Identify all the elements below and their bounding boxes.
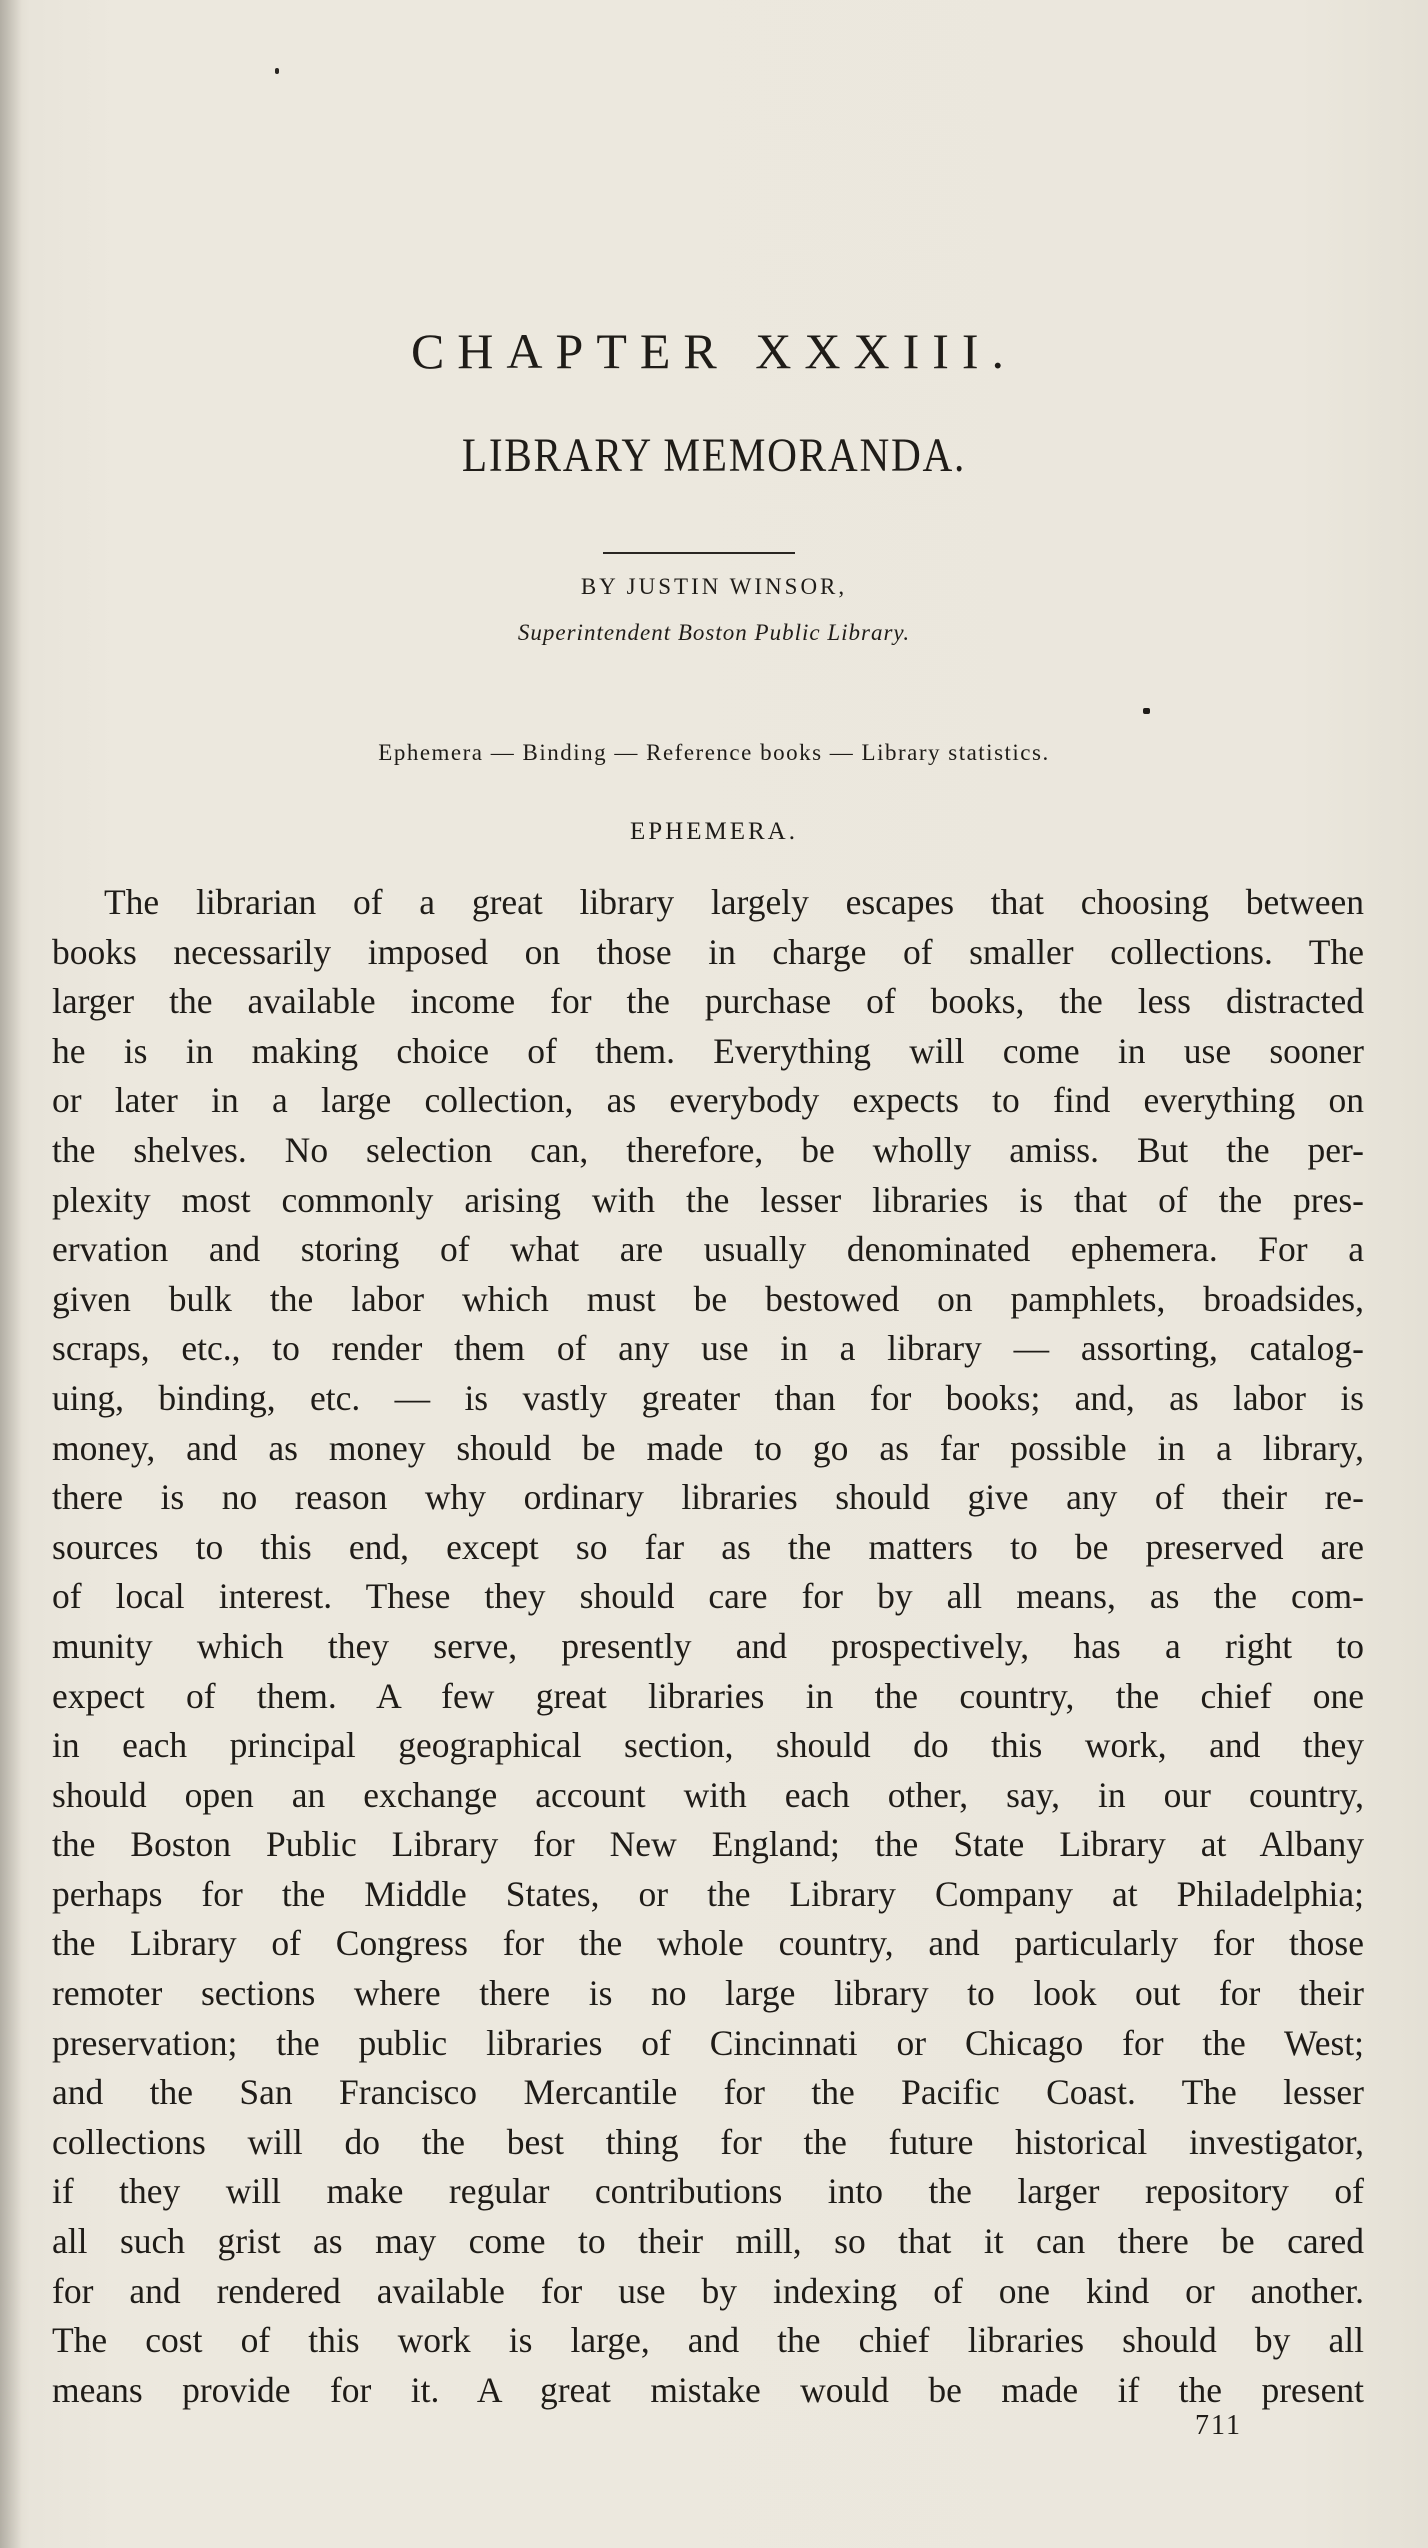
body-line: The librarian of a great library largely escapes that choosing between	[104, 882, 1364, 922]
author-affiliation: Superintendent Boston Public Library.	[517, 620, 911, 645]
body-line: uing, binding, etc. — is vastly greater than for books; and, as labor is	[52, 1377, 1364, 1418]
ink-speck	[275, 68, 279, 74]
spine-shadow	[0, 0, 22, 2548]
body-line: the Library of Congress for the whole country, and particularly for those	[52, 1923, 1364, 1964]
body-line: if they will make regular contributions into the larger repository of	[52, 2171, 1364, 2212]
body-line: collections will do the best thing for the future historical investigator,	[52, 2121, 1364, 2162]
body-line: he is in making choice of them. Everything will come in use sooner	[52, 1030, 1364, 1071]
body-line: given bulk the labor which must be bestowed on pamphlets, broadsides,	[52, 1278, 1364, 1319]
body-line: money, and as money should be made to go as far possible in a library,	[52, 1427, 1364, 1468]
body-line: of local interest. These they should care for by all means, as the com-	[52, 1576, 1364, 1617]
body-line: and the San Francisco Mercantile for the Pacific Coast. The lesser	[52, 2072, 1364, 2113]
body-line: all such grist as may come to their mill, so that it can there be cared	[52, 2221, 1364, 2262]
body-line: the shelves. No selection can, therefore, be wholly amiss. But the per-	[52, 1129, 1364, 1170]
body-line: perhaps for the Middle States, or the Library Company at Philadelphia;	[52, 1873, 1364, 1914]
body-line: larger the available income for the purchase of books, the less distracted	[52, 981, 1364, 1022]
body-line: scraps, etc., to render them of any use in a library — assorting, catalog-	[52, 1328, 1364, 1369]
body-line: munity which they serve, presently and prospectively, has a right to	[52, 1625, 1364, 1666]
title-rule	[603, 552, 795, 554]
page-number: 711	[1195, 2410, 1242, 2441]
section-heading: EPHEMERA.	[630, 818, 798, 845]
chapter-heading: CHAPTER XXXIII.	[410, 323, 1018, 379]
body-line: remoter sections where there is no large library to look out for their	[52, 1973, 1364, 2014]
body-line: means provide for it. A great mistake would be made if the present	[52, 2369, 1364, 2410]
author-byline: BY JUSTIN WINSOR,	[580, 574, 848, 599]
body-line: the Boston Public Library for New England; the State Library at Albany	[52, 1824, 1364, 1865]
body-line: ervation and storing of what are usually denominated ephemera. For a	[52, 1229, 1364, 1270]
body-text	[52, 878, 1364, 2415]
body-line: expect of them. A few great libraries in the country, the chief one	[52, 1675, 1364, 1716]
body-line: sources to this end, except so far as the matters to be preserved are	[52, 1526, 1364, 1567]
body-line: plexity most commonly arising with the lesser libraries is that of the pres-	[52, 1179, 1364, 1220]
body-line: The cost of this work is large, and the chief libraries should by all	[52, 2320, 1364, 2361]
body-line: books necessarily imposed on those in charge of smaller collections. The	[52, 931, 1364, 972]
body-line: preservation; the public libraries of Cincinnati or Chicago for the West;	[52, 2022, 1364, 2063]
body-line: should open an exchange account with each other, say, in our country,	[52, 1774, 1364, 1815]
chapter-topics: Ephemera — Binding — Reference books — Library statistics.	[378, 740, 1050, 765]
body-line: there is no reason why ordinary libraries should give any of their re-	[52, 1477, 1364, 1518]
body-line: or later in a large collection, as everybody expects to find everything on	[52, 1080, 1364, 1121]
body-line: in each principal geographical section, should do this work, and they	[52, 1725, 1364, 1766]
body-line: for and rendered available for use by indexing of one kind or another.	[52, 2270, 1364, 2311]
ink-mark	[1143, 708, 1150, 714]
chapter-title: LIBRARY MEMORANDA.	[461, 429, 967, 482]
